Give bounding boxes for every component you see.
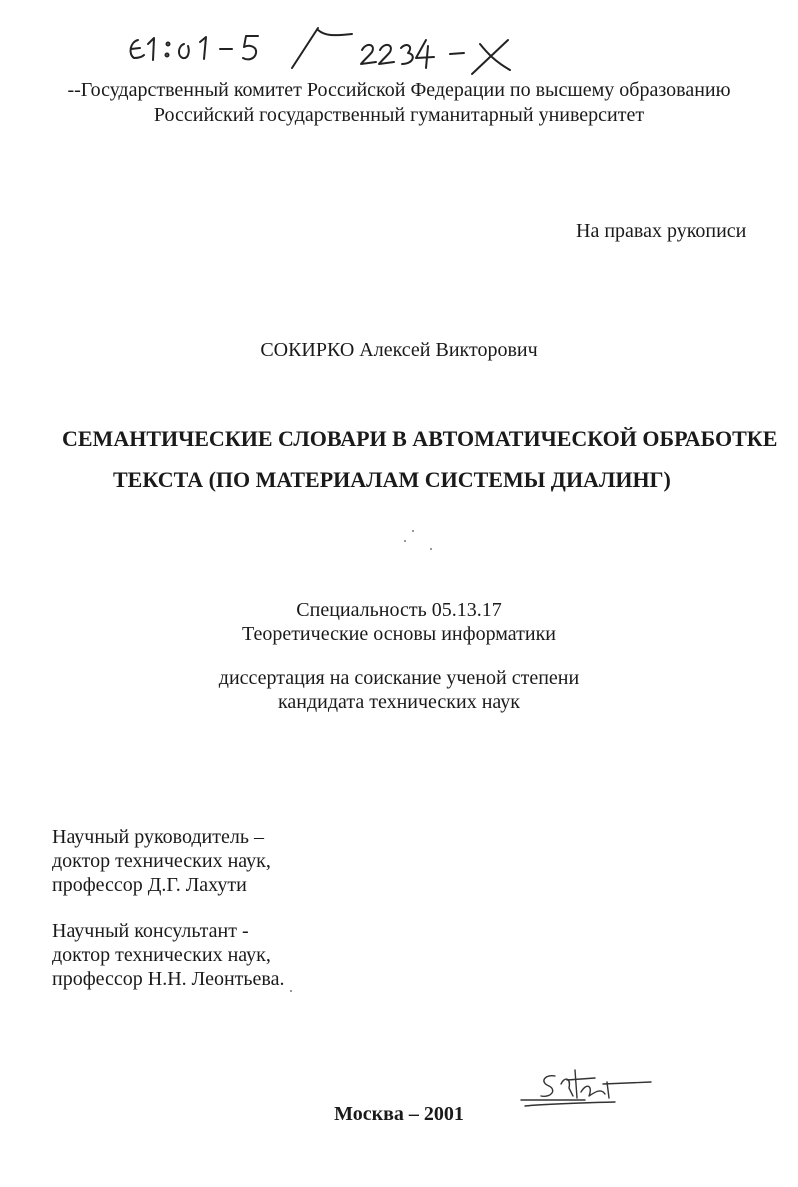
consultant-role: Научный консультант - (52, 920, 249, 942)
scan-speck (412, 530, 414, 532)
university-header: Российский государственный гуманитарный университет (153, 104, 645, 126)
title-line-2: ТЕКСТА (ПО МАТЕРИАЛАМ СИСТЕМЫ ДИАЛИНГ) (113, 467, 671, 492)
scan-speck (290, 990, 292, 992)
specialty-code: Специальность 05.13.17 (296, 599, 502, 621)
supervisor-name: профессор Д.Г. Лахути (52, 874, 247, 896)
degree-line-1: диссертация на соискание ученой степени (218, 667, 580, 689)
rights-notice: На правах рукописи (576, 220, 747, 242)
city-year: Москва – 2001 (334, 1103, 464, 1125)
committee-header: --Государственный комитет Российской Федерации по высшему образованию (67, 79, 731, 101)
consultant-degree: доктор технических наук, (52, 944, 271, 966)
handwritten-archive-code (120, 22, 520, 80)
specialty-name: Теоретические основы информатики (241, 623, 557, 645)
scan-speck (430, 548, 432, 550)
supervisor-degree: доктор технических наук, (52, 850, 271, 872)
degree-line-2: кандидата технических наук (277, 691, 521, 713)
scan-speck (404, 540, 406, 542)
author-name: СОКИРКО Алексей Викторович (260, 339, 538, 361)
supervisor-role: Научный руководитель – (52, 826, 264, 848)
consultant-name: профессор Н.Н. Леонтьева. (52, 968, 285, 990)
title-line-1: СЕМАНТИЧЕСКИЕ СЛОВАРИ В АВТОМАТИЧЕСКОЙ ОБРАБОТКЕ (62, 426, 778, 451)
